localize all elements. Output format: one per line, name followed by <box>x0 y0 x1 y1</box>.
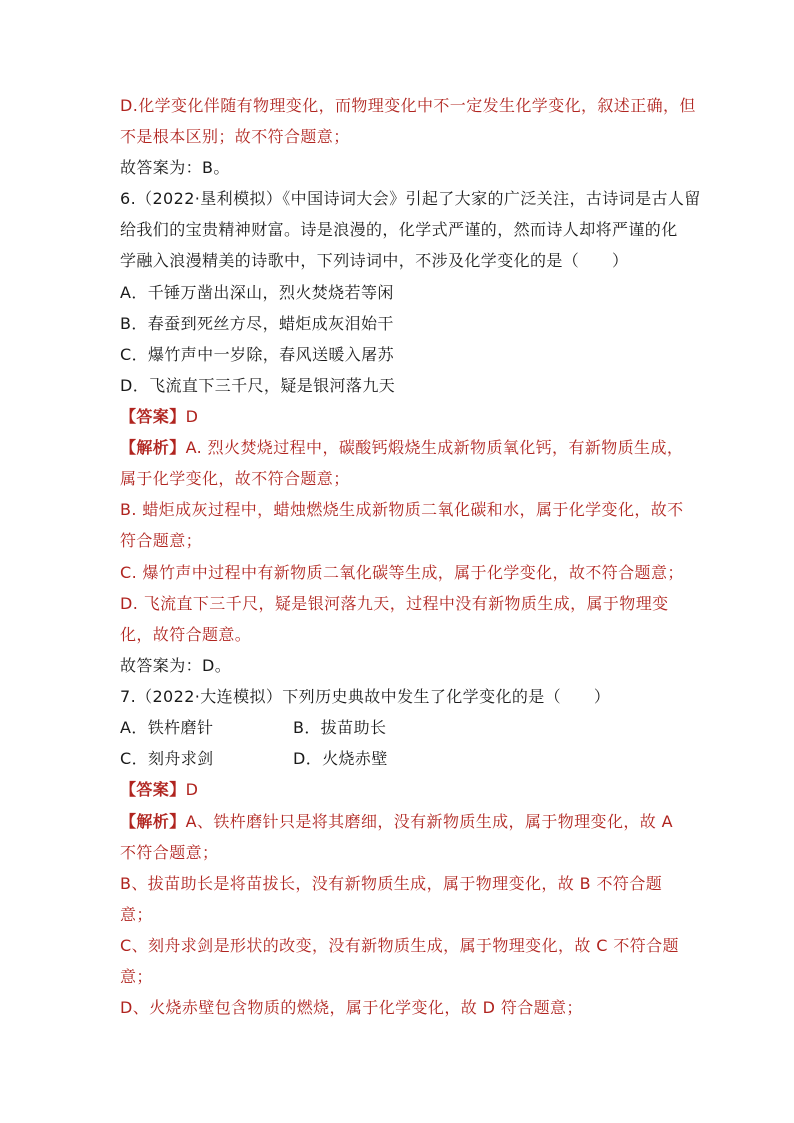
q6-explanation-c: C. 爆竹声中过程中有新物质二氧化碳等生成，属于化学变化，故不符合题意； <box>120 563 684 582</box>
q7-answer <box>120 779 198 801</box>
q7-options-row2 <box>120 748 388 770</box>
q6-explanation-a-line1 <box>120 437 683 459</box>
q6-explanation-tag: 【解析】 <box>120 438 186 457</box>
q7-answer-value: D <box>185 780 199 799</box>
q6-explanation-d-line2: 化，故符合题意。 <box>120 625 252 644</box>
q6-explanation-b-line2: 符合题意； <box>120 531 203 550</box>
q7-explanation-b-line1: B、拔苗助长是将苗拔长，没有新物质生成，属于物理变化，故 B 不符合题 <box>120 874 663 893</box>
q6-stem-line3: 学融入浪漫精美的诗歌中，下列诗词中，不涉及化学变化的是（ ） <box>120 251 629 270</box>
q7-explanation-c-line1: C、刻舟求剑是形状的改变，没有新物质生成，属于物理变化，故 C 不符合题 <box>120 936 679 955</box>
q5-final-answer: 故答案为：B。 <box>120 158 230 177</box>
q6-stem-line2: 给我们的宝贵精神财富。诗是浪漫的，化学式严谨的，然而诗人却将严谨的化 <box>120 220 678 239</box>
q6-final-answer: 故答案为：D。 <box>120 656 232 675</box>
q7-explanation-c-line2: 意； <box>120 967 153 986</box>
q7-options-row1 <box>120 717 387 739</box>
q5-explanation-d-line2: 不是根本区别；故不符合题意； <box>120 127 350 146</box>
q7-explanation-a-line1 <box>120 811 673 833</box>
q6-explanation-a-text: A. 烈火焚烧过程中，碳酸钙煅烧生成新物质氧化钙，有新物质生成， <box>185 438 684 457</box>
q7-explanation-a-line2: 不符合题意； <box>120 843 219 862</box>
q6-answer-value: D <box>185 407 199 426</box>
q7-option-c: C．刻舟求剑 <box>120 749 214 768</box>
q7-explanation-tag: 【解析】 <box>120 812 186 831</box>
q7-answer-tag: 【答案】 <box>120 780 186 799</box>
q7-option-a: A．铁杵磨针 <box>120 718 214 737</box>
q6-explanation-b-line1: B. 蜡炬成灰过程中，蜡烛燃烧生成新物质二氧化碳和水，属于化学变化，故不 <box>120 500 684 519</box>
q7-option-d: D．火烧赤壁 <box>293 749 388 768</box>
q7-explanation-a-text: A、铁杵磨针只是将其磨细，没有新物质生成，属于物理变化，故 A <box>185 812 673 831</box>
q6-option-d: D．飞流直下三千尺，疑是银河落九天 <box>120 376 396 395</box>
q6-answer <box>120 406 198 428</box>
q6-option-c: C．爆竹声中一岁除，春风送暖入屠苏 <box>120 345 394 364</box>
q7-explanation-b-line2: 意； <box>120 905 153 924</box>
q5-explanation-d-line1: D.化学变化伴随有物理变化，而物理变化中不一定发生化学变化，叙述正确，但 <box>120 96 696 115</box>
q7-stem: 7.（2022·大连模拟）下列历史典故中发生了化学变化的是（ ） <box>120 687 611 706</box>
q6-explanation-a-line2: 属于化学变化，故不符合题意； <box>120 469 350 488</box>
q7-explanation-d: D、火烧赤壁包含物质的燃烧，属于化学变化，故 D 符合题意； <box>120 998 583 1017</box>
q6-answer-tag: 【答案】 <box>120 407 186 426</box>
q6-explanation-d-line1: D. 飞流直下三千尺，疑是银河落九天，过程中没有新物质生成，属于物理变 <box>120 594 669 613</box>
q7-option-b: B．拔苗助长 <box>293 718 387 737</box>
q6-option-a: A．千锤万凿出深山，烈火焚烧若等闲 <box>120 283 394 302</box>
q6-stem-line1: 6.（2022·垦利模拟）《中国诗词大会》引起了大家的广泛关注，古诗词是古人留 <box>120 189 701 208</box>
q6-option-b: B．春蚕到死丝方尽，蜡炬成灰泪始干 <box>120 314 394 333</box>
